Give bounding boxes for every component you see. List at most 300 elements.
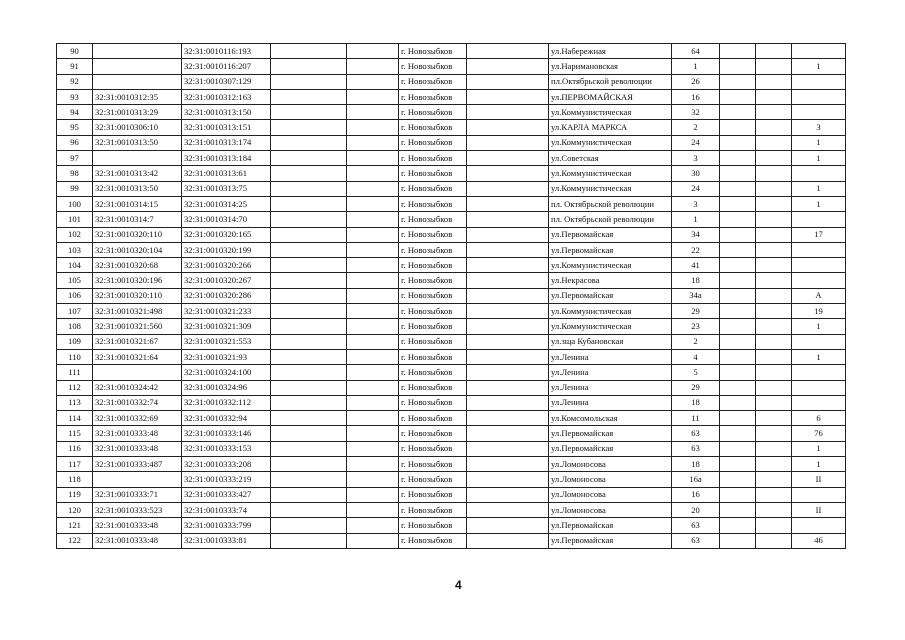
empty-cell: [756, 518, 792, 533]
apartment-cell: 1: [792, 457, 846, 472]
row-number-cell: 117: [57, 457, 93, 472]
apartment-cell: [792, 74, 846, 89]
empty-cell: [347, 334, 399, 349]
row-number-cell: 102: [57, 227, 93, 242]
city-cell: г. Новозыбков: [399, 487, 467, 502]
street-cell: ул.Ломоносова: [549, 502, 672, 517]
house-number-cell: 34: [672, 227, 720, 242]
building-number-cell: 32:31:0010313:151: [182, 120, 271, 135]
table-row: [57, 89, 846, 104]
empty-cell: [271, 212, 347, 227]
street-cell: ул.Комсомольская: [549, 411, 672, 426]
empty-cell: [720, 334, 756, 349]
table-row: [57, 334, 846, 349]
apartment-cell: 1: [792, 151, 846, 166]
table-row: [57, 135, 846, 150]
parcel-number-cell: 32:31:0010320:110: [93, 227, 182, 242]
street-cell: ул.Первомайская: [549, 533, 672, 548]
city-cell: г. Новозыбков: [399, 457, 467, 472]
empty-cell: [347, 44, 399, 59]
street-cell: пл. Октябрьской революции: [549, 196, 672, 211]
empty-cell: [347, 135, 399, 150]
house-number-cell: 18: [672, 457, 720, 472]
table-row: [57, 44, 846, 59]
city-cell: г. Новозыбков: [399, 380, 467, 395]
empty-cell: [271, 304, 347, 319]
empty-cell: [756, 349, 792, 364]
city-cell: г. Новозыбков: [399, 166, 467, 181]
building-number-cell: 32:31:0010116:207: [182, 59, 271, 74]
empty-cell: [347, 74, 399, 89]
building-number-cell: 32:31:0010313:184: [182, 151, 271, 166]
street-cell: ул.Наримановская: [549, 59, 672, 74]
empty-cell: [467, 120, 549, 135]
house-number-cell: 1: [672, 212, 720, 227]
house-number-cell: 29: [672, 380, 720, 395]
street-cell: ул.Первомайская: [549, 441, 672, 456]
table-row: [57, 365, 846, 380]
parcel-number-cell: 32:31:0010332:69: [93, 411, 182, 426]
empty-cell: [756, 212, 792, 227]
table-row: [57, 120, 846, 135]
empty-cell: [271, 349, 347, 364]
apartment-cell: [792, 44, 846, 59]
table-row: [57, 533, 846, 548]
empty-cell: [467, 166, 549, 181]
empty-cell: [347, 380, 399, 395]
empty-cell: [347, 457, 399, 472]
building-number-cell: 32:31:0010313:61: [182, 166, 271, 181]
house-number-cell: 29: [672, 304, 720, 319]
parcel-number-cell: [93, 151, 182, 166]
empty-cell: [756, 334, 792, 349]
house-number-cell: 1: [672, 59, 720, 74]
empty-cell: [720, 273, 756, 288]
city-cell: г. Новозыбков: [399, 258, 467, 273]
empty-cell: [347, 365, 399, 380]
city-cell: г. Новозыбков: [399, 472, 467, 487]
empty-cell: [756, 273, 792, 288]
empty-cell: [347, 395, 399, 410]
street-cell: ул.Первомайская: [549, 242, 672, 257]
apartment-cell: [792, 242, 846, 257]
parcel-number-cell: 32:31:0010313:50: [93, 181, 182, 196]
apartment-cell: [792, 380, 846, 395]
empty-cell: [756, 135, 792, 150]
building-number-cell: 32:31:0010320:199: [182, 242, 271, 257]
street-cell: ул.КАРЛА МАРКСА: [549, 120, 672, 135]
empty-cell: [467, 411, 549, 426]
house-number-cell: 64: [672, 44, 720, 59]
empty-cell: [756, 472, 792, 487]
empty-cell: [467, 59, 549, 74]
city-cell: г. Новозыбков: [399, 151, 467, 166]
house-number-cell: 2: [672, 120, 720, 135]
empty-cell: [756, 288, 792, 303]
row-number-cell: 91: [57, 59, 93, 74]
row-number-cell: 97: [57, 151, 93, 166]
empty-cell: [756, 319, 792, 334]
street-cell: ул.Первомайская: [549, 288, 672, 303]
table-row: [57, 196, 846, 211]
empty-cell: [271, 472, 347, 487]
house-number-cell: 24: [672, 135, 720, 150]
street-cell: ул.Коммунистическая: [549, 181, 672, 196]
empty-cell: [271, 258, 347, 273]
empty-cell: [347, 196, 399, 211]
apartment-cell: 76: [792, 426, 846, 441]
table-row: [57, 441, 846, 456]
apartment-cell: 1: [792, 441, 846, 456]
row-number-cell: 96: [57, 135, 93, 150]
empty-cell: [720, 518, 756, 533]
empty-cell: [467, 334, 549, 349]
street-cell: ул.Ломоносова: [549, 472, 672, 487]
row-number-cell: 107: [57, 304, 93, 319]
empty-cell: [756, 304, 792, 319]
empty-cell: [467, 365, 549, 380]
parcel-number-cell: 32:31:0010333:48: [93, 518, 182, 533]
parcel-number-cell: 32:31:0010321:560: [93, 319, 182, 334]
building-number-cell: 32:31:0010320:267: [182, 273, 271, 288]
empty-cell: [271, 44, 347, 59]
empty-cell: [467, 457, 549, 472]
building-number-cell: 32:31:0010314:70: [182, 212, 271, 227]
empty-cell: [720, 212, 756, 227]
empty-cell: [720, 411, 756, 426]
building-number-cell: 32:31:0010332:94: [182, 411, 271, 426]
row-number-cell: 103: [57, 242, 93, 257]
building-number-cell: 32:31:0010321:233: [182, 304, 271, 319]
street-cell: пл. Октябрьской революции: [549, 212, 672, 227]
empty-cell: [347, 288, 399, 303]
empty-cell: [347, 518, 399, 533]
empty-cell: [720, 288, 756, 303]
building-number-cell: 32:31:0010333:208: [182, 457, 271, 472]
empty-cell: [467, 44, 549, 59]
apartment-cell: 1: [792, 135, 846, 150]
city-cell: г. Новозыбков: [399, 120, 467, 135]
apartment-cell: [792, 212, 846, 227]
street-cell: ул.Ленина: [549, 349, 672, 364]
table-row: [57, 181, 846, 196]
empty-cell: [720, 380, 756, 395]
apartment-cell: А: [792, 288, 846, 303]
row-number-cell: 112: [57, 380, 93, 395]
empty-cell: [347, 242, 399, 257]
house-number-cell: 11: [672, 411, 720, 426]
empty-cell: [467, 472, 549, 487]
table-row: [57, 349, 846, 364]
house-number-cell: 32: [672, 105, 720, 120]
row-number-cell: 115: [57, 426, 93, 441]
table-row: [57, 151, 846, 166]
city-cell: г. Новозыбков: [399, 533, 467, 548]
parcel-number-cell: 32:31:0010333:48: [93, 426, 182, 441]
empty-cell: [271, 380, 347, 395]
row-number-cell: 92: [57, 74, 93, 89]
row-number-cell: 104: [57, 258, 93, 273]
empty-cell: [347, 227, 399, 242]
city-cell: г. Новозыбков: [399, 181, 467, 196]
empty-cell: [756, 258, 792, 273]
empty-cell: [347, 502, 399, 517]
empty-cell: [467, 105, 549, 120]
city-cell: г. Новозыбков: [399, 502, 467, 517]
city-cell: г. Новозыбков: [399, 273, 467, 288]
city-cell: г. Новозыбков: [399, 334, 467, 349]
empty-cell: [720, 441, 756, 456]
table-row: [57, 242, 846, 257]
empty-cell: [720, 395, 756, 410]
empty-cell: [467, 181, 549, 196]
empty-cell: [347, 120, 399, 135]
empty-cell: [720, 89, 756, 104]
table-row: [57, 258, 846, 273]
parcel-number-cell: 32:31:0010313:42: [93, 166, 182, 181]
empty-cell: [271, 288, 347, 303]
street-cell: ул.Коммунистическая: [549, 304, 672, 319]
building-number-cell: 32:31:0010314:25: [182, 196, 271, 211]
empty-cell: [347, 105, 399, 120]
street-cell: ул.Коммунистическая: [549, 258, 672, 273]
empty-cell: [271, 334, 347, 349]
empty-cell: [467, 135, 549, 150]
empty-cell: [720, 196, 756, 211]
row-number-cell: 122: [57, 533, 93, 548]
apartment-cell: [792, 273, 846, 288]
apartment-cell: 1: [792, 349, 846, 364]
empty-cell: [720, 426, 756, 441]
empty-cell: [271, 518, 347, 533]
city-cell: г. Новозыбков: [399, 227, 467, 242]
parcel-number-cell: 32:31:0010321:67: [93, 334, 182, 349]
parcel-number-cell: 32:31:0010314:7: [93, 212, 182, 227]
empty-cell: [756, 242, 792, 257]
city-cell: г. Новозыбков: [399, 59, 467, 74]
building-number-cell: 32:31:0010313:75: [182, 181, 271, 196]
street-cell: ул.Первомайская: [549, 518, 672, 533]
empty-cell: [467, 151, 549, 166]
building-number-cell: 32:31:0010324:96: [182, 380, 271, 395]
row-number-cell: 119: [57, 487, 93, 502]
house-number-cell: 18: [672, 273, 720, 288]
table-row: [57, 487, 846, 502]
street-cell: ул.ПЕРВОМАЙСКАЯ: [549, 89, 672, 104]
city-cell: г. Новозыбков: [399, 426, 467, 441]
house-number-cell: 63: [672, 518, 720, 533]
empty-cell: [271, 426, 347, 441]
row-number-cell: 116: [57, 441, 93, 456]
empty-cell: [347, 319, 399, 334]
city-cell: г. Новозыбков: [399, 288, 467, 303]
street-cell: ул.Ленина: [549, 365, 672, 380]
empty-cell: [720, 349, 756, 364]
building-number-cell: 32:31:0010116:193: [182, 44, 271, 59]
street-cell: ул.Ломоносова: [549, 457, 672, 472]
building-number-cell: 32:31:0010312:163: [182, 89, 271, 104]
house-number-cell: 34а: [672, 288, 720, 303]
apartment-cell: II: [792, 502, 846, 517]
empty-cell: [347, 304, 399, 319]
building-number-cell: 32:31:0010321:309: [182, 319, 271, 334]
empty-cell: [756, 151, 792, 166]
parcel-number-cell: [93, 472, 182, 487]
city-cell: г. Новозыбков: [399, 74, 467, 89]
empty-cell: [756, 59, 792, 74]
table-row: [57, 472, 846, 487]
house-number-cell: 20: [672, 502, 720, 517]
empty-cell: [756, 395, 792, 410]
city-cell: г. Новозыбков: [399, 105, 467, 120]
empty-cell: [347, 166, 399, 181]
empty-cell: [467, 395, 549, 410]
city-cell: г. Новозыбков: [399, 411, 467, 426]
street-cell: ул.зща Кубановская: [549, 334, 672, 349]
empty-cell: [756, 181, 792, 196]
building-number-cell: 32:31:0010333:74: [182, 502, 271, 517]
empty-cell: [756, 227, 792, 242]
house-number-cell: 63: [672, 533, 720, 548]
table-row: [57, 166, 846, 181]
city-cell: г. Новозыбков: [399, 242, 467, 257]
city-cell: г. Новозыбков: [399, 212, 467, 227]
building-number-cell: 32:31:0010333:153: [182, 441, 271, 456]
row-number-cell: 108: [57, 319, 93, 334]
row-number-cell: 120: [57, 502, 93, 517]
empty-cell: [720, 487, 756, 502]
empty-cell: [347, 349, 399, 364]
city-cell: г. Новозыбков: [399, 135, 467, 150]
building-number-cell: 32:31:0010321:553: [182, 334, 271, 349]
parcel-number-cell: 32:31:0010333:48: [93, 441, 182, 456]
row-number-cell: 118: [57, 472, 93, 487]
house-number-cell: 16: [672, 89, 720, 104]
row-number-cell: 111: [57, 365, 93, 380]
building-number-cell: 32:31:0010307:129: [182, 74, 271, 89]
empty-cell: [720, 151, 756, 166]
empty-cell: [347, 472, 399, 487]
row-number-cell: 98: [57, 166, 93, 181]
street-cell: ул.Ленина: [549, 380, 672, 395]
street-cell: ул.Коммунистическая: [549, 319, 672, 334]
building-number-cell: 32:31:0010333:799: [182, 518, 271, 533]
empty-cell: [756, 74, 792, 89]
empty-cell: [467, 380, 549, 395]
apartment-cell: [792, 89, 846, 104]
house-number-cell: 5: [672, 365, 720, 380]
table-row: [57, 380, 846, 395]
empty-cell: [467, 196, 549, 211]
parcel-number-cell: 32:31:0010320:196: [93, 273, 182, 288]
empty-cell: [467, 349, 549, 364]
parcel-number-cell: 32:31:0010333:48: [93, 533, 182, 548]
empty-cell: [467, 518, 549, 533]
apartment-cell: [792, 395, 846, 410]
empty-cell: [271, 59, 347, 74]
street-cell: ул.Коммунистическая: [549, 166, 672, 181]
cadastral-register-table: [56, 43, 846, 549]
city-cell: г. Новозыбков: [399, 365, 467, 380]
building-number-cell: 32:31:0010333:219: [182, 472, 271, 487]
apartment-cell: [792, 334, 846, 349]
row-number-cell: 94: [57, 105, 93, 120]
parcel-number-cell: 32:31:0010313:29: [93, 105, 182, 120]
parcel-number-cell: 32:31:0010321:64: [93, 349, 182, 364]
row-number-cell: 100: [57, 196, 93, 211]
table-row: [57, 502, 846, 517]
empty-cell: [347, 181, 399, 196]
apartment-cell: 1: [792, 196, 846, 211]
empty-cell: [756, 196, 792, 211]
empty-cell: [756, 426, 792, 441]
apartment-cell: 19: [792, 304, 846, 319]
empty-cell: [271, 502, 347, 517]
empty-cell: [720, 120, 756, 135]
empty-cell: [756, 166, 792, 181]
empty-cell: [467, 304, 549, 319]
empty-cell: [720, 59, 756, 74]
empty-cell: [720, 105, 756, 120]
empty-cell: [271, 120, 347, 135]
house-number-cell: 63: [672, 441, 720, 456]
table-row: [57, 227, 846, 242]
table-row: [57, 288, 846, 303]
building-number-cell: 32:31:0010332:112: [182, 395, 271, 410]
row-number-cell: 114: [57, 411, 93, 426]
apartment-cell: 3: [792, 120, 846, 135]
row-number-cell: 95: [57, 120, 93, 135]
building-number-cell: 32:31:0010313:150: [182, 105, 271, 120]
street-cell: ул.Первомайская: [549, 227, 672, 242]
empty-cell: [467, 242, 549, 257]
house-number-cell: 18: [672, 395, 720, 410]
parcel-number-cell: 32:31:0010313:50: [93, 135, 182, 150]
empty-cell: [756, 89, 792, 104]
empty-cell: [756, 44, 792, 59]
empty-cell: [467, 502, 549, 517]
building-number-cell: 32:31:0010321:93: [182, 349, 271, 364]
house-number-cell: 23: [672, 319, 720, 334]
parcel-number-cell: 32:31:0010312:35: [93, 89, 182, 104]
parcel-number-cell: [93, 44, 182, 59]
empty-cell: [720, 319, 756, 334]
empty-cell: [347, 212, 399, 227]
empty-cell: [720, 502, 756, 517]
empty-cell: [271, 365, 347, 380]
parcel-number-cell: 32:31:0010333:523: [93, 502, 182, 517]
parcel-number-cell: 32:31:0010320:110: [93, 288, 182, 303]
house-number-cell: 41: [672, 258, 720, 273]
house-number-cell: 3: [672, 196, 720, 211]
empty-cell: [756, 533, 792, 548]
row-number-cell: 110: [57, 349, 93, 364]
street-cell: пл.Октябрьской революции: [549, 74, 672, 89]
empty-cell: [347, 487, 399, 502]
empty-cell: [467, 258, 549, 273]
row-number-cell: 109: [57, 334, 93, 349]
building-number-cell: 32:31:0010333:81: [182, 533, 271, 548]
empty-cell: [271, 135, 347, 150]
house-number-cell: 63: [672, 426, 720, 441]
city-cell: г. Новозыбков: [399, 196, 467, 211]
page-number: 4: [455, 578, 462, 592]
empty-cell: [271, 441, 347, 456]
empty-cell: [271, 74, 347, 89]
empty-cell: [271, 196, 347, 211]
empty-cell: [720, 74, 756, 89]
empty-cell: [347, 273, 399, 288]
